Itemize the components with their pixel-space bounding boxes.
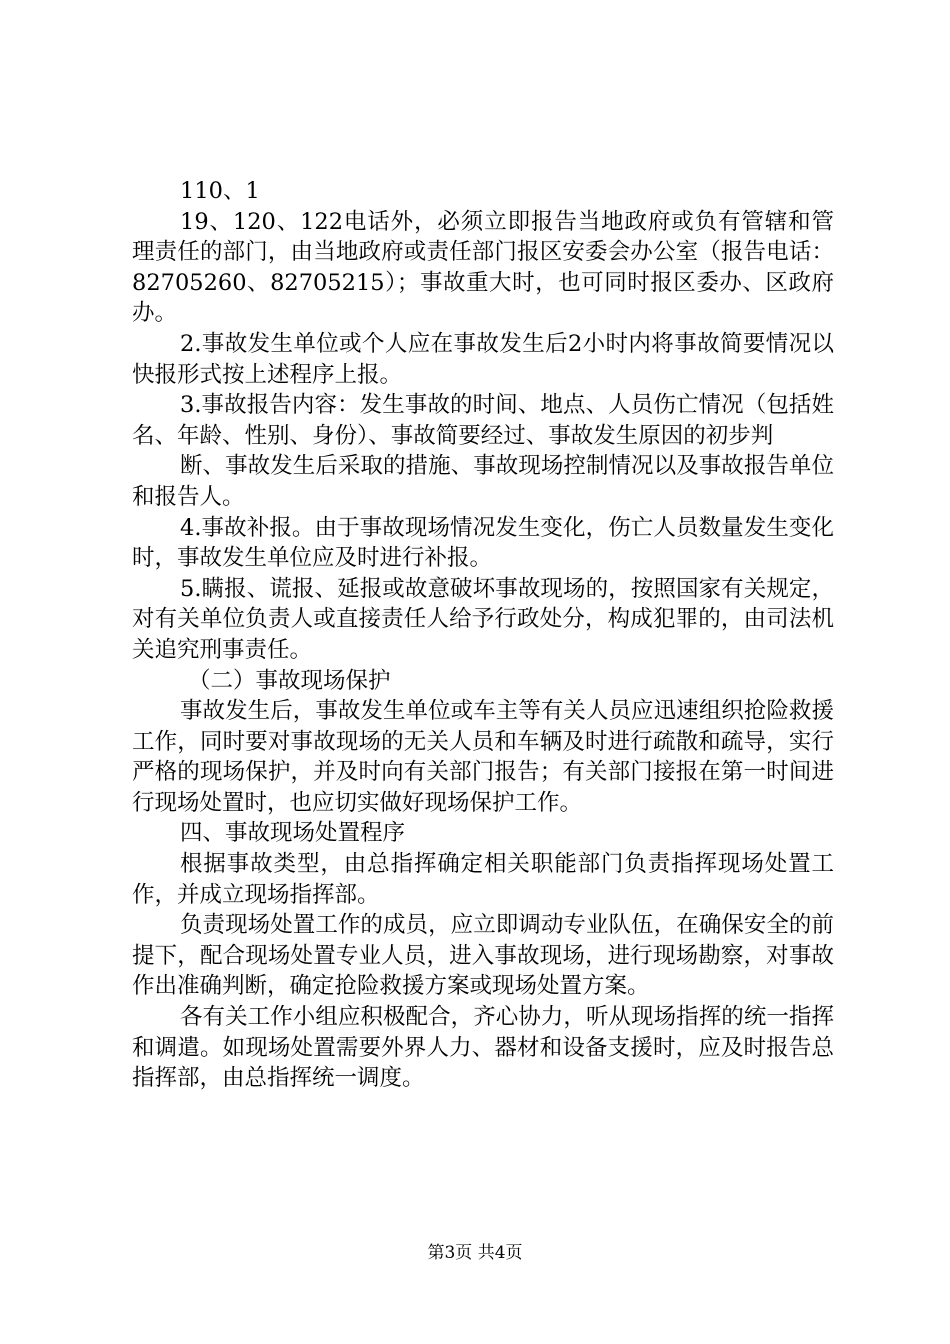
page-number-footer: 第3页 共4页 — [427, 1243, 523, 1263]
paragraph-disposal-members: 负责现场处置工作的成员，应立即调动专业队伍，在确保安全的前提下，配合现场处置专业人员，进入事故现场，进行现场勘察，对事故作出准确判断，确定抢险救援方案或现场处置方案。 — [132, 912, 834, 1000]
document-body — [132, 176, 834, 1094]
paragraph-phone-numbers-start: 110、1 — [180, 178, 260, 204]
paragraph-report-content: 3.事故报告内容：发生事故的时间、地点、人员伤亡情况（包括姓名、年龄、性别、身份）、事故简要经过、事故发生原因的初步判 — [132, 392, 834, 449]
paragraph-report-timing: 2.事故发生单位或个人应在事故发生后2小时内将事故简要情况以快报形式按上述程序上报。 — [132, 330, 834, 388]
paragraph-supplementary-report: 4.事故补报。由于事故现场情况发生变化，伤亡人员数量发生变化时，事故发生单位应及时进行补报。 — [132, 514, 834, 572]
paragraph-report-procedure: 19、120、122电话外，必须立即报告当地政府或负有管辖和管理责任的部门，由当地政府或责任部门报区安委会办公室（报告电话：82705260、82705215）；事故重大时，也可同时报区委办、区政府办。 — [132, 208, 834, 327]
paragraph-working-groups: 各有关工作小组应积极配合，齐心协力，听从现场指挥的统一指挥和调遣。如现场处置需要外界人力、器材和设备支援时，应及时报告总指挥部，由总指挥统一调度。 — [132, 1004, 834, 1092]
paragraph-command-setup: 根据事故类型，由总指挥确定相关职能部门负责指挥现场处置工作，并成立现场指挥部。 — [132, 851, 834, 908]
paragraph-report-content-continued: 断、事故发生后采取的措施、事故现场控制情况以及事故报告单位和报告人。 — [132, 453, 834, 510]
section-heading-scene-disposal: 四、事故现场处置程序 — [180, 820, 406, 847]
paragraph-false-report-penalty: 5.瞒报、谎报、延报或故意破坏事故现场的，按照国家有关规定，对有关单位负责人或直接责任人给予行政处分，构成犯罪的，由司法机关追究刑事责任。 — [132, 575, 834, 663]
paragraph-scene-protection: 事故发生后，事故发生单位或车主等有关人员应迅速组织抢险救援工作，同时要对事故现场的无关人员和车辆及时进行疏散和疏导，实行严格的现场保护，并及时向有关部门报告；有关部门接报在第一时间进行现场处置时，也应切实做好现场保护工作。 — [132, 698, 834, 816]
section-heading-scene-protection: （二）事故现场保护 — [188, 667, 391, 694]
